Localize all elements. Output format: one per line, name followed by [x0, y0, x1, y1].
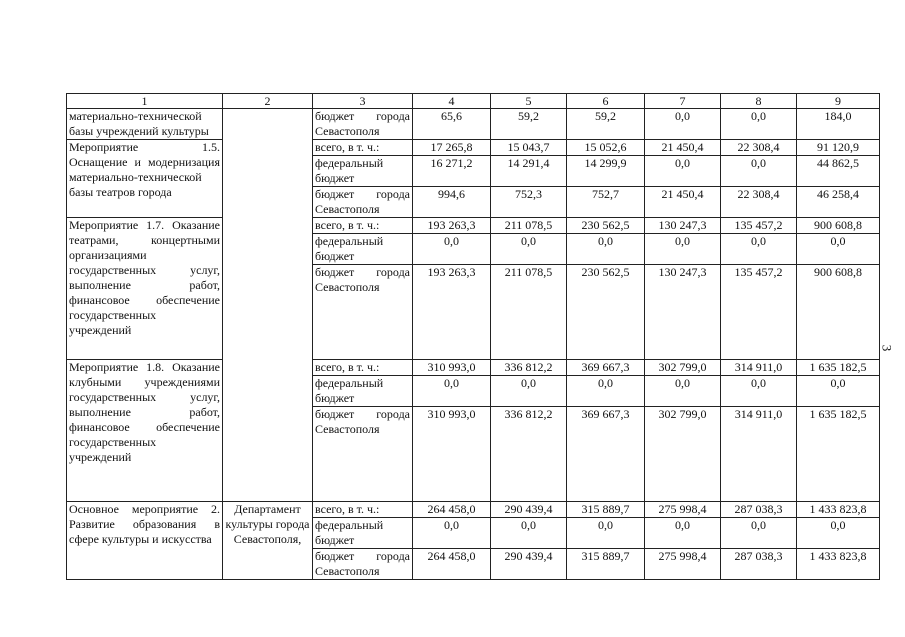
amount-cell: 0,0 [645, 109, 721, 140]
table-row [67, 218, 880, 234]
amount-cell: 0,0 [645, 234, 721, 265]
amount-cell: 14 299,9 [567, 156, 645, 187]
amount-cell: 752,3 [491, 187, 567, 218]
header-row [67, 94, 880, 109]
measure-description: Мероприятие 1.8. Оказание клубными учреждениями государственных услуг, выполнение работ, финансовое обеспечение государственных учреждений [67, 360, 223, 502]
amount-cell: 135 457,2 [721, 218, 797, 234]
budget-table [66, 93, 880, 580]
amount-cell: 91 120,9 [797, 140, 880, 156]
measure-description: Мероприятие 1.5. Оснащение и модернизация материально-технической базы театров города [67, 140, 223, 218]
amount-cell: 0,0 [721, 156, 797, 187]
amount-cell: 752,7 [567, 187, 645, 218]
amount-cell: 314 911,0 [721, 407, 797, 502]
funding-source: всего, в т. ч.: [313, 218, 413, 234]
amount-cell: 0,0 [721, 376, 797, 407]
amount-cell: 336 812,2 [491, 360, 567, 376]
amount-cell: 290 439,4 [491, 502, 567, 518]
amount-cell: 44 862,5 [797, 156, 880, 187]
amount-cell: 264 458,0 [413, 549, 491, 580]
amount-cell: 135 457,2 [721, 265, 797, 360]
amount-cell: 0,0 [797, 518, 880, 549]
responsible-executor [223, 109, 313, 502]
amount-cell: 59,2 [491, 109, 567, 140]
table-row [67, 360, 880, 376]
amount-cell: 0,0 [413, 518, 491, 549]
table-row [67, 140, 880, 156]
amount-cell: 0,0 [797, 376, 880, 407]
amount-cell: 0,0 [797, 234, 880, 265]
amount-cell: 369 667,3 [567, 407, 645, 502]
amount-cell: 0,0 [645, 376, 721, 407]
header-cell: 9 [797, 94, 880, 109]
header-cell: 8 [721, 94, 797, 109]
amount-cell: 46 258,4 [797, 187, 880, 218]
responsible-executor: Департамент культуры города Севастополя, [223, 502, 313, 580]
funding-source: бюджет города Севастополя [313, 265, 413, 360]
funding-source: бюджет города Севастополя [313, 109, 413, 140]
amount-cell: 275 998,4 [645, 549, 721, 580]
header-cell: 2 [223, 94, 313, 109]
measure-description: Основное мероприятие 2. Развитие образования в сфере культуры и искусства [67, 502, 223, 580]
amount-cell: 1 433 823,8 [797, 549, 880, 580]
amount-cell: 184,0 [797, 109, 880, 140]
amount-cell: 287 038,3 [721, 549, 797, 580]
amount-cell: 1 433 823,8 [797, 502, 880, 518]
amount-cell: 0,0 [645, 518, 721, 549]
funding-source: всего, в т. ч.: [313, 360, 413, 376]
amount-cell: 336 812,2 [491, 407, 567, 502]
measure-description: Мероприятие 1.7. Оказание театрами, концертными организациями государственных услуг, выполнение работ, финансовое обеспечение государственных учреждений [67, 218, 223, 360]
amount-cell: 0,0 [567, 518, 645, 549]
amount-cell: 211 078,5 [491, 265, 567, 360]
amount-cell: 264 458,0 [413, 502, 491, 518]
amount-cell: 302 799,0 [645, 407, 721, 502]
amount-cell: 22 308,4 [721, 187, 797, 218]
header-cell: 5 [491, 94, 567, 109]
amount-cell: 290 439,4 [491, 549, 567, 580]
amount-cell: 0,0 [567, 234, 645, 265]
header-cell: 6 [567, 94, 645, 109]
amount-cell: 1 635 182,5 [797, 407, 880, 502]
amount-cell: 0,0 [413, 376, 491, 407]
header-cell: 4 [413, 94, 491, 109]
funding-source: всего, в т. ч.: [313, 140, 413, 156]
amount-cell: 130 247,3 [645, 218, 721, 234]
amount-cell: 310 993,0 [413, 360, 491, 376]
amount-cell: 369 667,3 [567, 360, 645, 376]
page-number: 3 [879, 344, 895, 352]
amount-cell: 0,0 [491, 376, 567, 407]
table-row [67, 109, 880, 140]
funding-source: бюджет города Севастополя [313, 407, 413, 502]
amount-cell: 275 998,4 [645, 502, 721, 518]
amount-cell: 21 450,4 [645, 187, 721, 218]
amount-cell: 0,0 [645, 156, 721, 187]
amount-cell: 21 450,4 [645, 140, 721, 156]
table-row [67, 502, 880, 518]
amount-cell: 130 247,3 [645, 265, 721, 360]
amount-cell: 15 043,7 [491, 140, 567, 156]
amount-cell: 994,6 [413, 187, 491, 218]
amount-cell: 65,6 [413, 109, 491, 140]
header-cell: 3 [313, 94, 413, 109]
amount-cell: 0,0 [413, 234, 491, 265]
amount-cell: 14 291,4 [491, 156, 567, 187]
amount-cell: 900 608,8 [797, 265, 880, 360]
measure-description: материально-технической базы учреждений культуры [67, 109, 223, 140]
amount-cell: 0,0 [491, 234, 567, 265]
amount-cell: 211 078,5 [491, 218, 567, 234]
amount-cell: 193 263,3 [413, 218, 491, 234]
funding-source: федеральный бюджет [313, 234, 413, 265]
amount-cell: 0,0 [567, 376, 645, 407]
funding-source: бюджет города Севастополя [313, 187, 413, 218]
amount-cell: 0,0 [721, 109, 797, 140]
amount-cell: 315 889,7 [567, 502, 645, 518]
amount-cell: 310 993,0 [413, 407, 491, 502]
amount-cell: 0,0 [721, 234, 797, 265]
amount-cell: 230 562,5 [567, 218, 645, 234]
amount-cell: 314 911,0 [721, 360, 797, 376]
amount-cell: 0,0 [721, 518, 797, 549]
funding-source: всего, в т. ч.: [313, 502, 413, 518]
amount-cell: 230 562,5 [567, 265, 645, 360]
amount-cell: 193 263,3 [413, 265, 491, 360]
amount-cell: 302 799,0 [645, 360, 721, 376]
amount-cell: 0,0 [491, 518, 567, 549]
amount-cell: 17 265,8 [413, 140, 491, 156]
header-cell: 1 [67, 94, 223, 109]
header-cell: 7 [645, 94, 721, 109]
amount-cell: 22 308,4 [721, 140, 797, 156]
funding-source: федеральный бюджет [313, 376, 413, 407]
amount-cell: 15 052,6 [567, 140, 645, 156]
amount-cell: 1 635 182,5 [797, 360, 880, 376]
amount-cell: 287 038,3 [721, 502, 797, 518]
funding-source: федеральный бюджет [313, 156, 413, 187]
amount-cell: 315 889,7 [567, 549, 645, 580]
amount-cell: 16 271,2 [413, 156, 491, 187]
funding-source: бюджет города Севастополя [313, 549, 413, 580]
amount-cell: 900 608,8 [797, 218, 880, 234]
amount-cell: 59,2 [567, 109, 645, 140]
funding-source: федеральный бюджет [313, 518, 413, 549]
